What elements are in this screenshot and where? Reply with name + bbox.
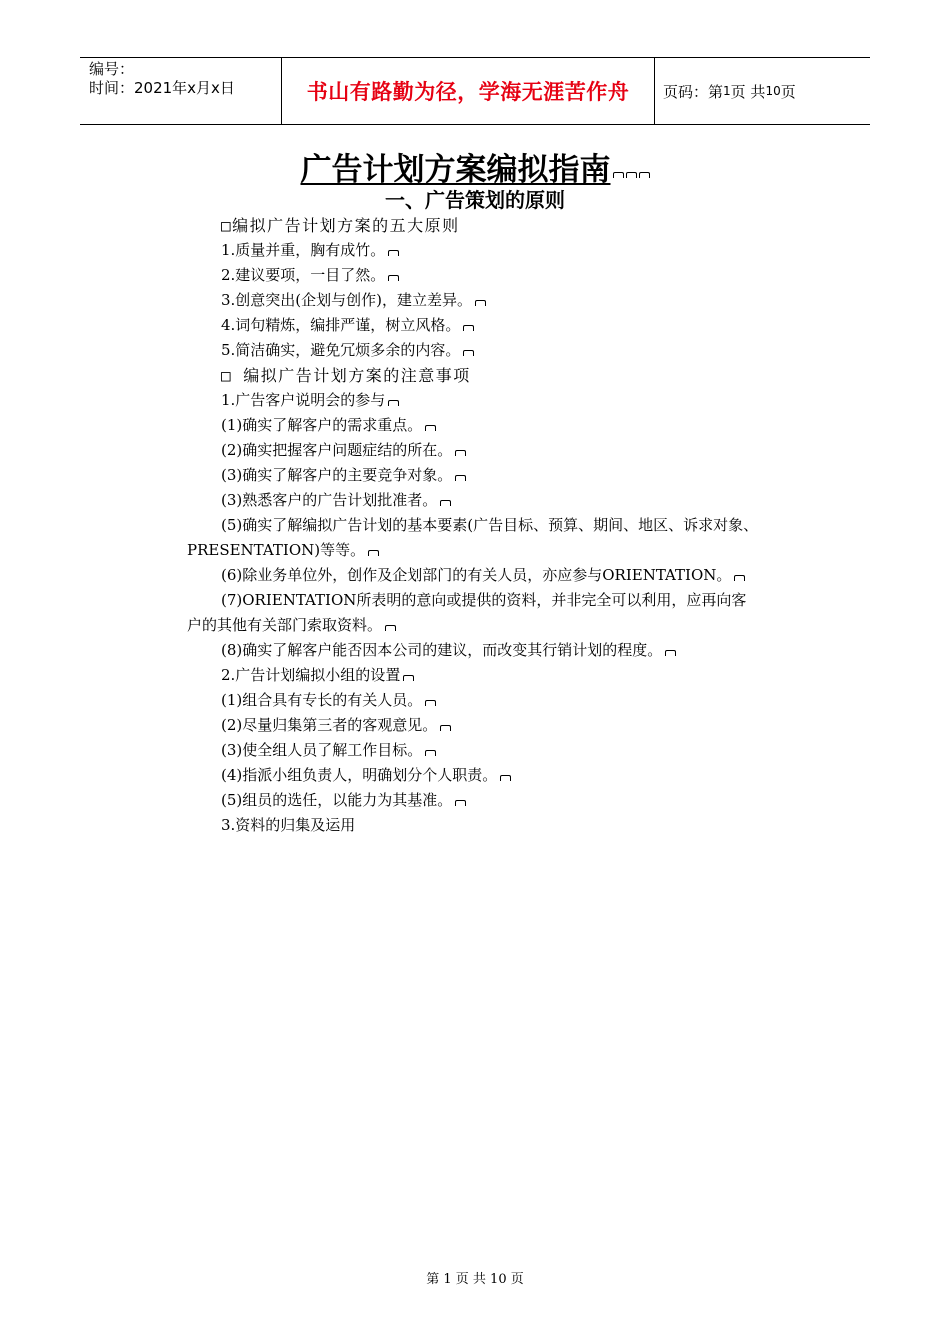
time-label: 时间：2021年x月x日 <box>89 79 235 97</box>
list-item: 3.资料的归集及运用 <box>221 816 356 834</box>
list-item: (8)确实了解客户能否因本公司的建议，而改变其行销计划的程度。 <box>187 638 827 663</box>
paragraph-mark-icon <box>639 172 650 178</box>
principles-heading: □编拟广告计划方案的五大原则 <box>221 216 460 235</box>
page-current: 1 <box>723 84 731 98</box>
paragraph-mark-icon <box>613 172 624 178</box>
paragraph-mark-icon <box>388 250 399 256</box>
header-table <box>80 57 870 125</box>
list-item: 2.建议要项，一目了然。 <box>187 263 827 288</box>
paragraph-mark-icon <box>440 725 451 731</box>
list-item: 4.词句精炼，编排严谨，树立风格。 <box>187 313 827 338</box>
list-item: (1)确实了解客户的需求重点。 <box>187 413 827 438</box>
list-item: (1)组合具有专长的有关人员。 <box>187 688 827 713</box>
paragraph-mark-icon <box>388 275 399 281</box>
paragraph-mark-icon <box>425 425 436 431</box>
page-mid: 页 共 <box>730 82 766 101</box>
paragraph-mark-icon <box>403 675 414 681</box>
paragraph-mark-icon <box>626 172 637 178</box>
paragraph-mark-icon <box>385 625 396 631</box>
page-suffix: 页 <box>780 82 796 101</box>
paragraph-mark-icon <box>388 400 399 406</box>
list-item: (3)使全组人员了解工作目标。 <box>187 738 827 763</box>
list-item: (3)确实了解客户的主要竞争对象。 <box>187 463 827 488</box>
paragraph-mark-icon <box>455 475 466 481</box>
document-title-row <box>0 150 950 190</box>
paragraph-mark-icon <box>440 500 451 506</box>
list-item-continuation: PRESENTATION)等等。 <box>187 538 827 563</box>
paragraph-mark-icon <box>455 800 466 806</box>
paragraph-mark-icon <box>463 325 474 331</box>
page-number <box>655 58 870 124</box>
list-item: 3.创意突出(企划与创作)，建立差异。 <box>187 288 827 313</box>
list-item: 1.质量并重，胸有成竹。 <box>187 238 827 263</box>
list-item: 2.广告计划编拟小组的设置 <box>187 663 827 688</box>
page-total: 10 <box>765 84 781 98</box>
page-footer: 第 1 页 共 10 页 <box>426 1272 524 1287</box>
document-body <box>187 213 827 838</box>
paragraph-mark-icon <box>500 775 511 781</box>
header-left-cell <box>80 58 282 124</box>
list-item: 1.广告客户说明会的参与 <box>187 388 827 413</box>
paragraph-mark-icon <box>425 750 436 756</box>
section-heading: 一、广告策划的原则 <box>385 188 565 212</box>
paragraph-mark-icon <box>665 650 676 656</box>
code-label: 编号： <box>89 60 135 78</box>
list-item-continuation: 户的其他有关部门索取资料。 <box>187 613 827 638</box>
list-item: (2)尽量归集第三者的客观意见。 <box>187 713 827 738</box>
list-item: (5)组员的选任，以能力为其基准。 <box>187 788 827 813</box>
paragraph-mark-icon <box>734 575 745 581</box>
list-item: (4)指派小组负责人，明确划分个人职责。 <box>187 763 827 788</box>
paragraph-mark-icon <box>425 700 436 706</box>
list-item: (7)ORIENTATION所表明的意向或提供的资料，并非完全可以利用，应再向客 <box>221 591 747 609</box>
page-prefix: 页码：第 <box>663 82 724 101</box>
paragraph-mark-icon <box>475 300 486 306</box>
list-item: (6)除业务单位外，创作及企划部门的有关人员，亦应参与ORIENTATION。 <box>187 563 827 588</box>
paragraph-mark-icon <box>455 450 466 456</box>
document-title: 广告计划方案编拟指南 <box>300 152 611 188</box>
paragraph-mark-icon <box>368 550 379 556</box>
list-item: (5)确实了解编拟广告计划的基本要素(广告目标、预算、期间、地区、诉求对象、 <box>221 516 759 534</box>
list-item: (3)熟悉客户的广告计划批准者。 <box>187 488 827 513</box>
paragraph-mark-icon <box>463 350 474 356</box>
list-item: (2)确实把握客户问题症结的所在。 <box>187 438 827 463</box>
list-item: 5.简洁确实，避免冗烦多余的内容。 <box>187 338 827 363</box>
notes-heading: □ 编拟广告计划方案的注意事项 <box>221 366 471 385</box>
motto: 书山有路勤为径，学海无涯苦作舟 <box>282 58 655 124</box>
